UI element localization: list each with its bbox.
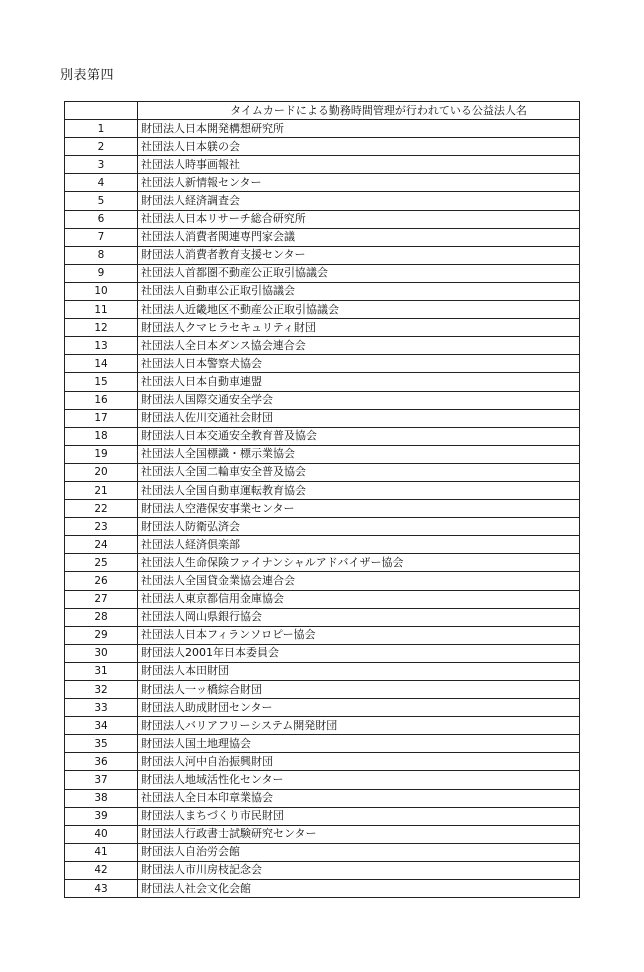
table-row bbox=[65, 753, 580, 771]
table-row bbox=[65, 445, 580, 463]
organization-name: 財団法人2001年日本委員会 bbox=[138, 644, 580, 662]
row-number: 10 bbox=[65, 282, 138, 300]
table-row bbox=[65, 735, 580, 753]
organization-name: 社団法人日本警察犬協会 bbox=[138, 355, 580, 373]
organization-name: 財団法人行政書士試験研究センター bbox=[138, 825, 580, 843]
page-label: 別表第四 bbox=[60, 68, 115, 83]
table-row bbox=[65, 355, 580, 373]
table-row bbox=[65, 391, 580, 409]
organization-name: 社団法人日本躾の会 bbox=[138, 138, 580, 156]
organization-name: 財団法人市川房枝記念会 bbox=[138, 861, 580, 879]
table-body bbox=[65, 120, 580, 898]
row-number: 3 bbox=[65, 156, 138, 174]
organization-name: 社団法人全日本ダンス協会連合会 bbox=[138, 337, 580, 355]
table-row bbox=[65, 174, 580, 192]
organization-name: 社団法人時事画報社 bbox=[138, 156, 580, 174]
row-number: 35 bbox=[65, 735, 138, 753]
row-number: 5 bbox=[65, 192, 138, 210]
table-row bbox=[65, 518, 580, 536]
table-row bbox=[65, 789, 580, 807]
organization-name: 財団法人一ッ橋綜合財団 bbox=[138, 681, 580, 699]
row-number: 15 bbox=[65, 373, 138, 391]
organization-name: 財団法人空港保安事業センター bbox=[138, 500, 580, 518]
organization-name: 社団法人東京都信用金庫協会 bbox=[138, 590, 580, 608]
row-number: 31 bbox=[65, 662, 138, 680]
organization-name: 財団法人自治労会館 bbox=[138, 843, 580, 861]
organization-name: 社団法人近畿地区不動産公正取引協議会 bbox=[138, 301, 580, 319]
table-header-row bbox=[65, 102, 580, 120]
organization-name: 社団法人生命保険ファイナンシャルアドバイザー協会 bbox=[138, 554, 580, 572]
header-number-cell bbox=[65, 102, 138, 120]
table-row bbox=[65, 771, 580, 789]
organization-name: 財団法人消費者教育支援センター bbox=[138, 246, 580, 264]
table-row bbox=[65, 861, 580, 879]
row-number: 17 bbox=[65, 409, 138, 427]
table-row bbox=[65, 319, 580, 337]
table-row bbox=[65, 156, 580, 174]
organization-name: 財団法人本田財団 bbox=[138, 662, 580, 680]
table-row bbox=[65, 463, 580, 481]
table-row bbox=[65, 536, 580, 554]
organization-name: 財団法人国土地理協会 bbox=[138, 735, 580, 753]
row-number: 40 bbox=[65, 825, 138, 843]
table-row bbox=[65, 409, 580, 427]
row-number: 18 bbox=[65, 427, 138, 445]
table-row bbox=[65, 880, 580, 898]
organization-name: 財団法人地域活性化センター bbox=[138, 771, 580, 789]
organization-name: 社団法人新情報センター bbox=[138, 174, 580, 192]
organization-name: 財団法人社会文化会館 bbox=[138, 880, 580, 898]
organization-name: 社団法人全国自動車運転教育協会 bbox=[138, 481, 580, 499]
organization-name: 社団法人全国二輪車安全普及協会 bbox=[138, 463, 580, 481]
row-number: 8 bbox=[65, 246, 138, 264]
row-number: 33 bbox=[65, 699, 138, 717]
organization-table bbox=[64, 101, 580, 898]
organization-name: 財団法人バリアフリーシステム開発財団 bbox=[138, 717, 580, 735]
row-number: 12 bbox=[65, 319, 138, 337]
row-number: 26 bbox=[65, 572, 138, 590]
table-row bbox=[65, 337, 580, 355]
organization-name: 社団法人全国貸金業協会連合会 bbox=[138, 572, 580, 590]
table-row bbox=[65, 572, 580, 590]
row-number: 28 bbox=[65, 608, 138, 626]
organization-name: 財団法人日本交通安全教育普及協会 bbox=[138, 427, 580, 445]
row-number: 9 bbox=[65, 264, 138, 282]
row-number: 30 bbox=[65, 644, 138, 662]
table-row bbox=[65, 282, 580, 300]
row-number: 11 bbox=[65, 301, 138, 319]
organization-name: 社団法人自動車公正取引協議会 bbox=[138, 282, 580, 300]
organization-name: 財団法人河中自治振興財団 bbox=[138, 753, 580, 771]
row-number: 37 bbox=[65, 771, 138, 789]
header-title-cell: タイムカードによる勤務時間管理が行われている公益法人名 bbox=[138, 102, 580, 120]
organization-name: 社団法人日本フィランソロピー協会 bbox=[138, 626, 580, 644]
organization-name: 財団法人経済調査会 bbox=[138, 192, 580, 210]
table-row bbox=[65, 843, 580, 861]
row-number: 27 bbox=[65, 590, 138, 608]
organization-name: 社団法人日本自動車連盟 bbox=[138, 373, 580, 391]
table-row bbox=[65, 373, 580, 391]
row-number: 32 bbox=[65, 681, 138, 699]
table-row bbox=[65, 662, 580, 680]
table-row bbox=[65, 500, 580, 518]
table-row bbox=[65, 120, 580, 138]
row-number: 24 bbox=[65, 536, 138, 554]
organization-name: 財団法人日本開発構想研究所 bbox=[138, 120, 580, 138]
row-number: 38 bbox=[65, 789, 138, 807]
table-row bbox=[65, 192, 580, 210]
row-number: 4 bbox=[65, 174, 138, 192]
organization-name: 社団法人経済倶楽部 bbox=[138, 536, 580, 554]
row-number: 36 bbox=[65, 753, 138, 771]
row-number: 6 bbox=[65, 210, 138, 228]
table-row bbox=[65, 264, 580, 282]
table-row bbox=[65, 699, 580, 717]
row-number: 25 bbox=[65, 554, 138, 572]
row-number: 20 bbox=[65, 463, 138, 481]
row-number: 19 bbox=[65, 445, 138, 463]
row-number: 43 bbox=[65, 880, 138, 898]
row-number: 13 bbox=[65, 337, 138, 355]
table-row bbox=[65, 554, 580, 572]
row-number: 16 bbox=[65, 391, 138, 409]
table-row bbox=[65, 608, 580, 626]
row-number: 2 bbox=[65, 138, 138, 156]
table-row bbox=[65, 717, 580, 735]
organization-name: 社団法人岡山県銀行協会 bbox=[138, 608, 580, 626]
organization-name: 社団法人日本リサーチ総合研究所 bbox=[138, 210, 580, 228]
row-number: 22 bbox=[65, 500, 138, 518]
organization-name: 財団法人まちづくり市民財団 bbox=[138, 807, 580, 825]
table-row bbox=[65, 246, 580, 264]
table-row bbox=[65, 228, 580, 246]
table-row bbox=[65, 644, 580, 662]
table-row bbox=[65, 210, 580, 228]
organization-name: 財団法人助成財団センター bbox=[138, 699, 580, 717]
table-row bbox=[65, 301, 580, 319]
row-number: 21 bbox=[65, 481, 138, 499]
organization-name: 社団法人全日本印章業協会 bbox=[138, 789, 580, 807]
row-number: 29 bbox=[65, 626, 138, 644]
organization-name: 社団法人首都圏不動産公正取引協議会 bbox=[138, 264, 580, 282]
table-row bbox=[65, 481, 580, 499]
organization-name: 財団法人国際交通安全学会 bbox=[138, 391, 580, 409]
table-row bbox=[65, 807, 580, 825]
organization-name: 財団法人佐川交通社会財団 bbox=[138, 409, 580, 427]
row-number: 41 bbox=[65, 843, 138, 861]
row-number: 1 bbox=[65, 120, 138, 138]
organization-name: 財団法人クマヒラセキュリティ財団 bbox=[138, 319, 580, 337]
row-number: 23 bbox=[65, 518, 138, 536]
table-row bbox=[65, 681, 580, 699]
row-number: 7 bbox=[65, 228, 138, 246]
organization-name: 社団法人消費者関連専門家会議 bbox=[138, 228, 580, 246]
organization-name: 財団法人防衛弘済会 bbox=[138, 518, 580, 536]
table-row bbox=[65, 590, 580, 608]
table-row bbox=[65, 626, 580, 644]
row-number: 42 bbox=[65, 861, 138, 879]
table-row bbox=[65, 427, 580, 445]
row-number: 34 bbox=[65, 717, 138, 735]
row-number: 39 bbox=[65, 807, 138, 825]
table-row bbox=[65, 138, 580, 156]
organization-name: 社団法人全国標識・標示業協会 bbox=[138, 445, 580, 463]
row-number: 14 bbox=[65, 355, 138, 373]
table-row bbox=[65, 825, 580, 843]
